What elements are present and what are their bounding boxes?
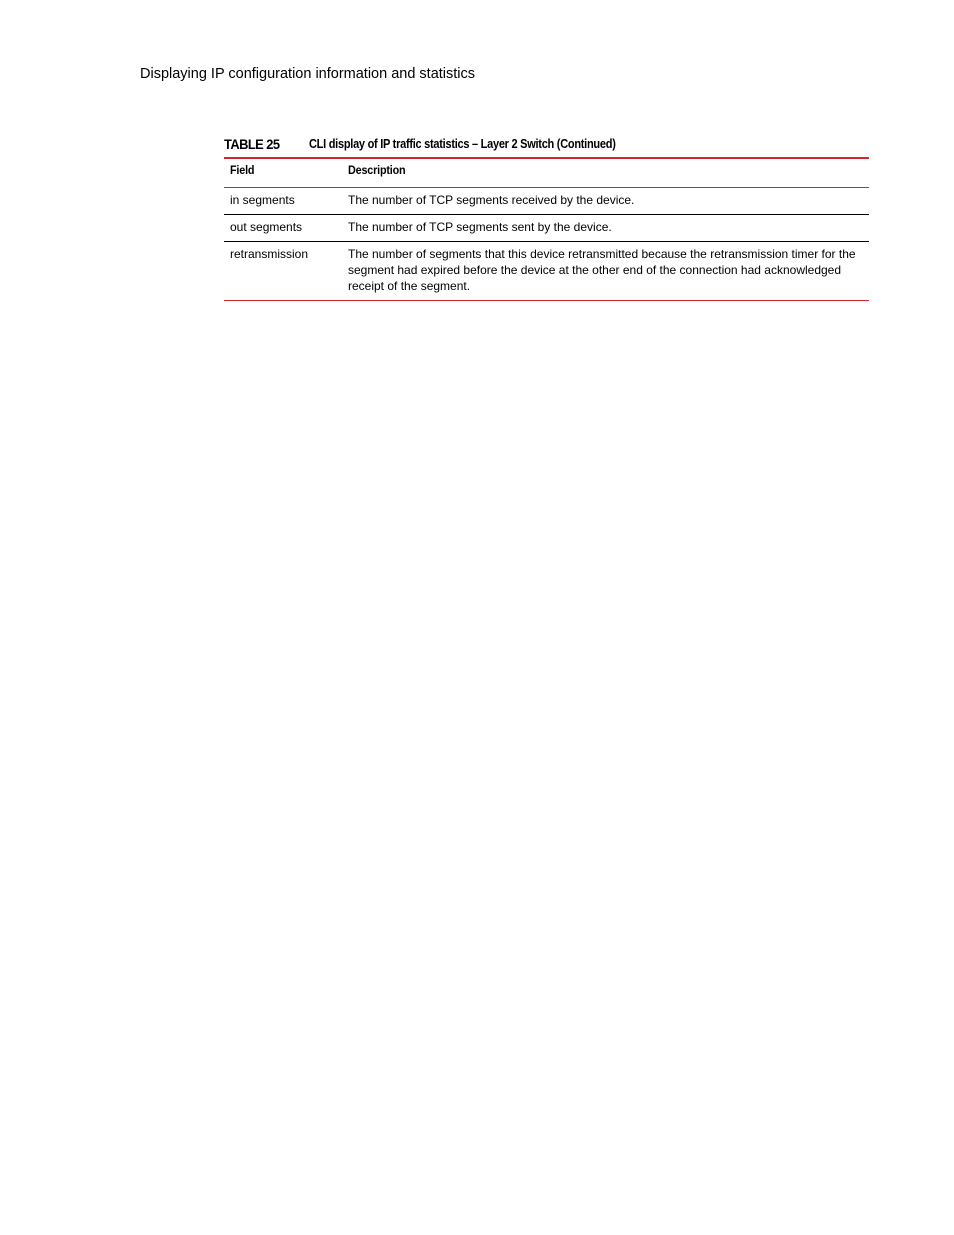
field-cell: in segments — [224, 188, 342, 215]
table-header-row — [224, 159, 869, 188]
data-table — [224, 159, 869, 301]
table-number: TABLE 25 — [224, 136, 280, 152]
field-cell: out segments — [224, 215, 342, 242]
description-cell: The number of segments that this device retransmitted because the retransmission timer for the segment had expired before the device at the other end of the connection had acknowledged receipt of the segment. — [342, 242, 869, 301]
table-row — [224, 242, 869, 301]
description-cell: The number of TCP segments received by the device. — [342, 188, 869, 215]
column-header-description: Description — [342, 159, 869, 188]
field-cell: retransmission — [224, 242, 342, 301]
running-header: Displaying IP configuration information and statistics — [140, 66, 476, 82]
column-header-field: Field — [224, 159, 342, 188]
table-caption — [224, 135, 869, 159]
table-25 — [224, 135, 869, 301]
table-title: CLI display of IP traffic statistics – Layer 2 Switch (Continued) — [309, 137, 616, 151]
table-row — [224, 188, 869, 215]
description-cell: The number of TCP segments sent by the device. — [342, 215, 869, 242]
table-row — [224, 215, 869, 242]
